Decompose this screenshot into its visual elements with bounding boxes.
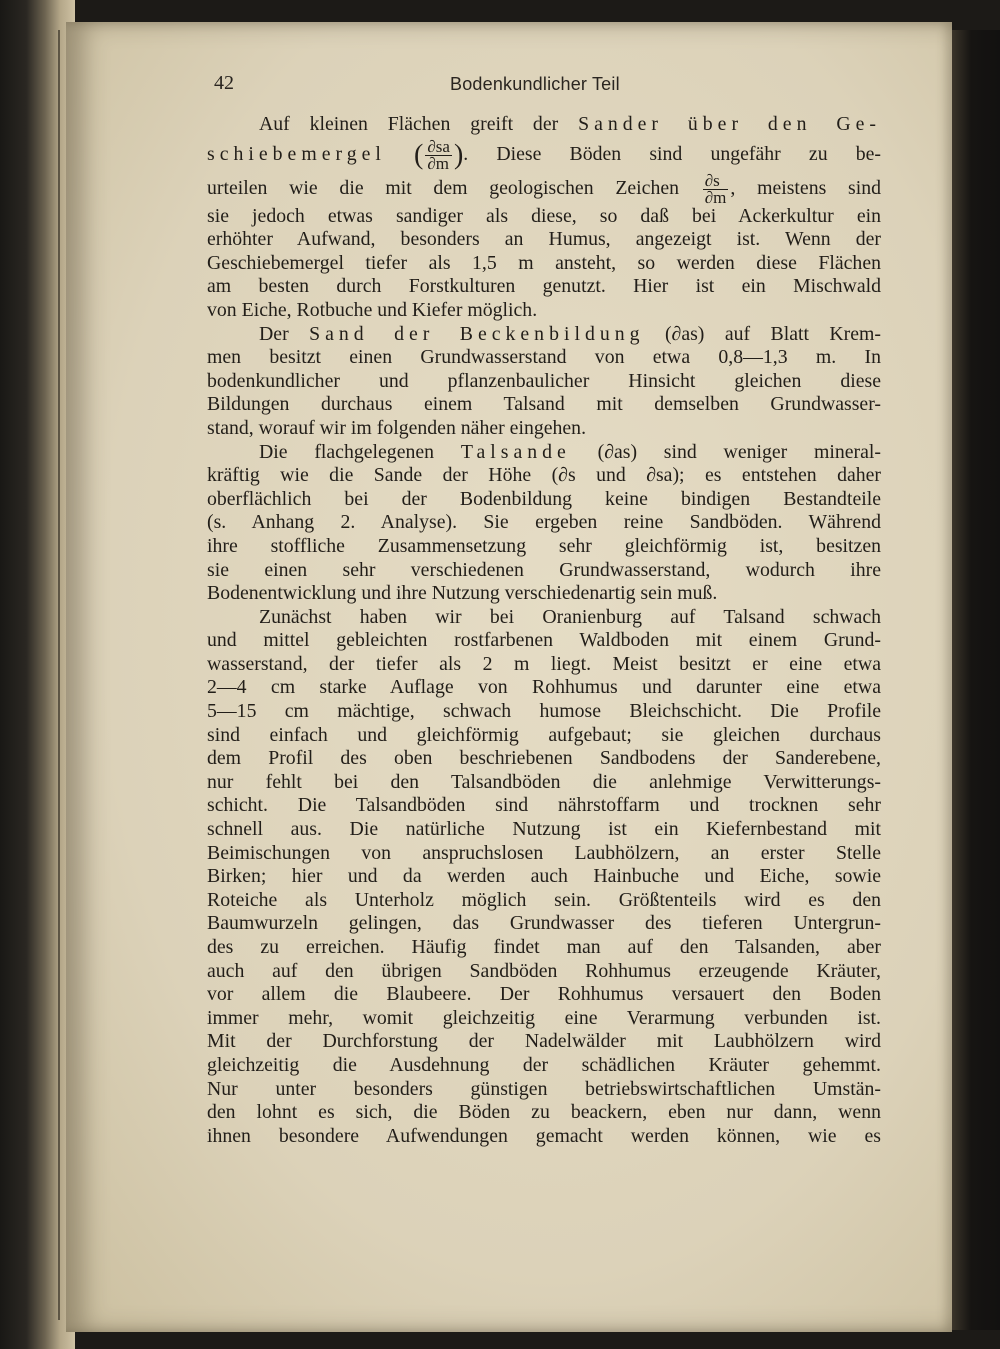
text-line: Roteiche als Unterholz möglich sein. Größtenteils wird es den <box>207 888 881 911</box>
text-line: nur fehlt bei den Talsandböden die anlehmige Verwitterungs- <box>207 770 881 793</box>
text-line: bodenkundlicher und pflanzenbaulicher Hinsicht gleichen diese <box>207 369 881 392</box>
text-line: Zunächst haben wir bei Oranienburg auf Talsand schwach <box>259 605 881 628</box>
text-line: dem Profil des oben beschriebenen Sandbodens der Sanderebene, <box>207 747 881 770</box>
text-line: urteilen wie die mit dem geologischen Zeichen $\frac{\partial s}{\partial m}$ , meistens sind <box>207 170 881 207</box>
text-line: erhöhter Aufwand, besonders an Humus, angezeigt ist. Wenn der <box>207 228 881 251</box>
text-line: 2—4 cm starke Auflage von Rohhumus und darunter eine etwa <box>207 676 881 699</box>
text-line: des zu erreichen. Häufig findet man auf den Talsanden, aber <box>207 936 881 958</box>
running-title: Bodenkundlicher Teil <box>450 74 620 94</box>
text-line: Bildungen durchaus einem Talsand mit demselben Grundwasser- <box>207 393 881 416</box>
text-line: men besitzt einen Grundwasserstand von etwa 0,8—1,3 m. In <box>207 346 881 369</box>
text-line: vor allem die Blaubeere. Der Rohhumus versauert den Boden <box>207 983 881 1006</box>
text-line: sie jedoch etwas sandiger als diese, so daß bei Ackerkultur ein <box>207 204 881 227</box>
text-line: und mittel gebleichten rostfarbenen Waldboden mit einem Grund- <box>207 629 881 652</box>
text-line: 5—15 cm mächtige, schwach humose Bleichschicht. Die Profile <box>207 700 881 723</box>
text-line: stand, worauf wir im folgenden näher eingehen. <box>207 416 587 439</box>
text-line: von Eiche, Rotbuche und Kiefer möglich. <box>207 298 538 321</box>
text-line: Beimischungen von anspruchslosen Laubhölzern, an erster Stelle <box>207 841 881 864</box>
page-header <box>150 72 890 102</box>
text-line: immer mehr, womit gleichzeitig eine Verarmung verbunden ist. <box>207 1006 881 1029</box>
text-line: Auf kleinen Flächen greift der Sander über den Ge- <box>259 113 881 135</box>
text-line: Der Sand der Beckenbildung (∂as) auf Blatt Krem- <box>259 322 882 345</box>
text-line: gleichzeitig die Ausdehnung der schädlichen Kräuter gehemmt. <box>207 1053 881 1076</box>
text-line: Birken; hier und da werden auch Hainbuche und Eiche, sowie <box>207 865 881 888</box>
text-line: kräftig wie die Sande der Höhe (∂s und ∂sa); es entstehen daher <box>207 464 881 487</box>
fraction: $\frac{\partial s}{\partial m}$ <box>704 170 727 207</box>
fraction: $\frac{\partial sa}{\partial m}$ <box>427 136 450 173</box>
text-line: am besten durch Forstkulturen genutzt. Hier ist ein Mischwald <box>207 275 881 298</box>
text-line: sie einen sehr verschiedenen Grundwasserstand, wodurch ihre <box>207 558 881 581</box>
text-line: schicht. Die Talsandböden sind nährstoffarm und trocknen sehr <box>207 794 881 817</box>
text-line: schiebemergel ( $\frac{\partial sa}{\partial m}$ ). Diese Böden sind ungefähr zu be- <box>207 136 881 173</box>
text-line: Geschiebemergel tiefer als 1,5 m ansteht, so werden diese Flächen <box>207 251 881 274</box>
facing-page-edge <box>952 30 1000 1330</box>
book-binding <box>0 0 75 1349</box>
binding-crease <box>58 30 60 1320</box>
text-line: (s. Anhang 2. Analyse). Sie ergeben reine Sandböden. Während <box>207 511 881 534</box>
text-line: den lohnt es sich, die Böden zu beackern, eben nur dann, wenn <box>207 1101 881 1124</box>
text-line: Bodenentwicklung und ihre Nutzung verschiedenartig sein muß. <box>207 582 718 605</box>
text-line: Mit der Durchforstung der Nadelwälder mit Laubhölzern wird <box>207 1030 881 1053</box>
text-line: Nur unter besonders günstigen betriebswirtschaftlichen Umstän- <box>207 1077 881 1100</box>
text-line: Baumwurzeln gelingen, das Grundwasser des tieferen Untergrun- <box>207 912 881 935</box>
text-line: Die flachgelegenen Talsande (∂as) sind weniger mineral- <box>259 440 882 463</box>
text-line: wasserstand, der tiefer als 2 m liegt. Meist besitzt er eine etwa <box>207 652 881 675</box>
text-line: sind einfach und gleichförmig aufgebaut; sie gleichen durchaus <box>207 723 881 746</box>
text-line: ihre stoffliche Zusammensetzung sehr gleichförmig ist, besitzen <box>207 534 881 557</box>
body-text <box>207 113 881 1148</box>
text-line: auch auf den übrigen Sandböden Rohhumus erzeugende Kräuter, <box>207 959 881 982</box>
text-line: oberflächlich bei der Bodenbildung keine bindigen Bestandteile <box>207 487 881 510</box>
text-line: schnell aus. Die natürliche Nutzung ist ein Kiefernbestand mit <box>207 818 881 841</box>
text-line: ihnen besondere Aufwendungen gemacht werden können, wie es <box>207 1124 881 1147</box>
page-number: 42 <box>214 72 234 94</box>
